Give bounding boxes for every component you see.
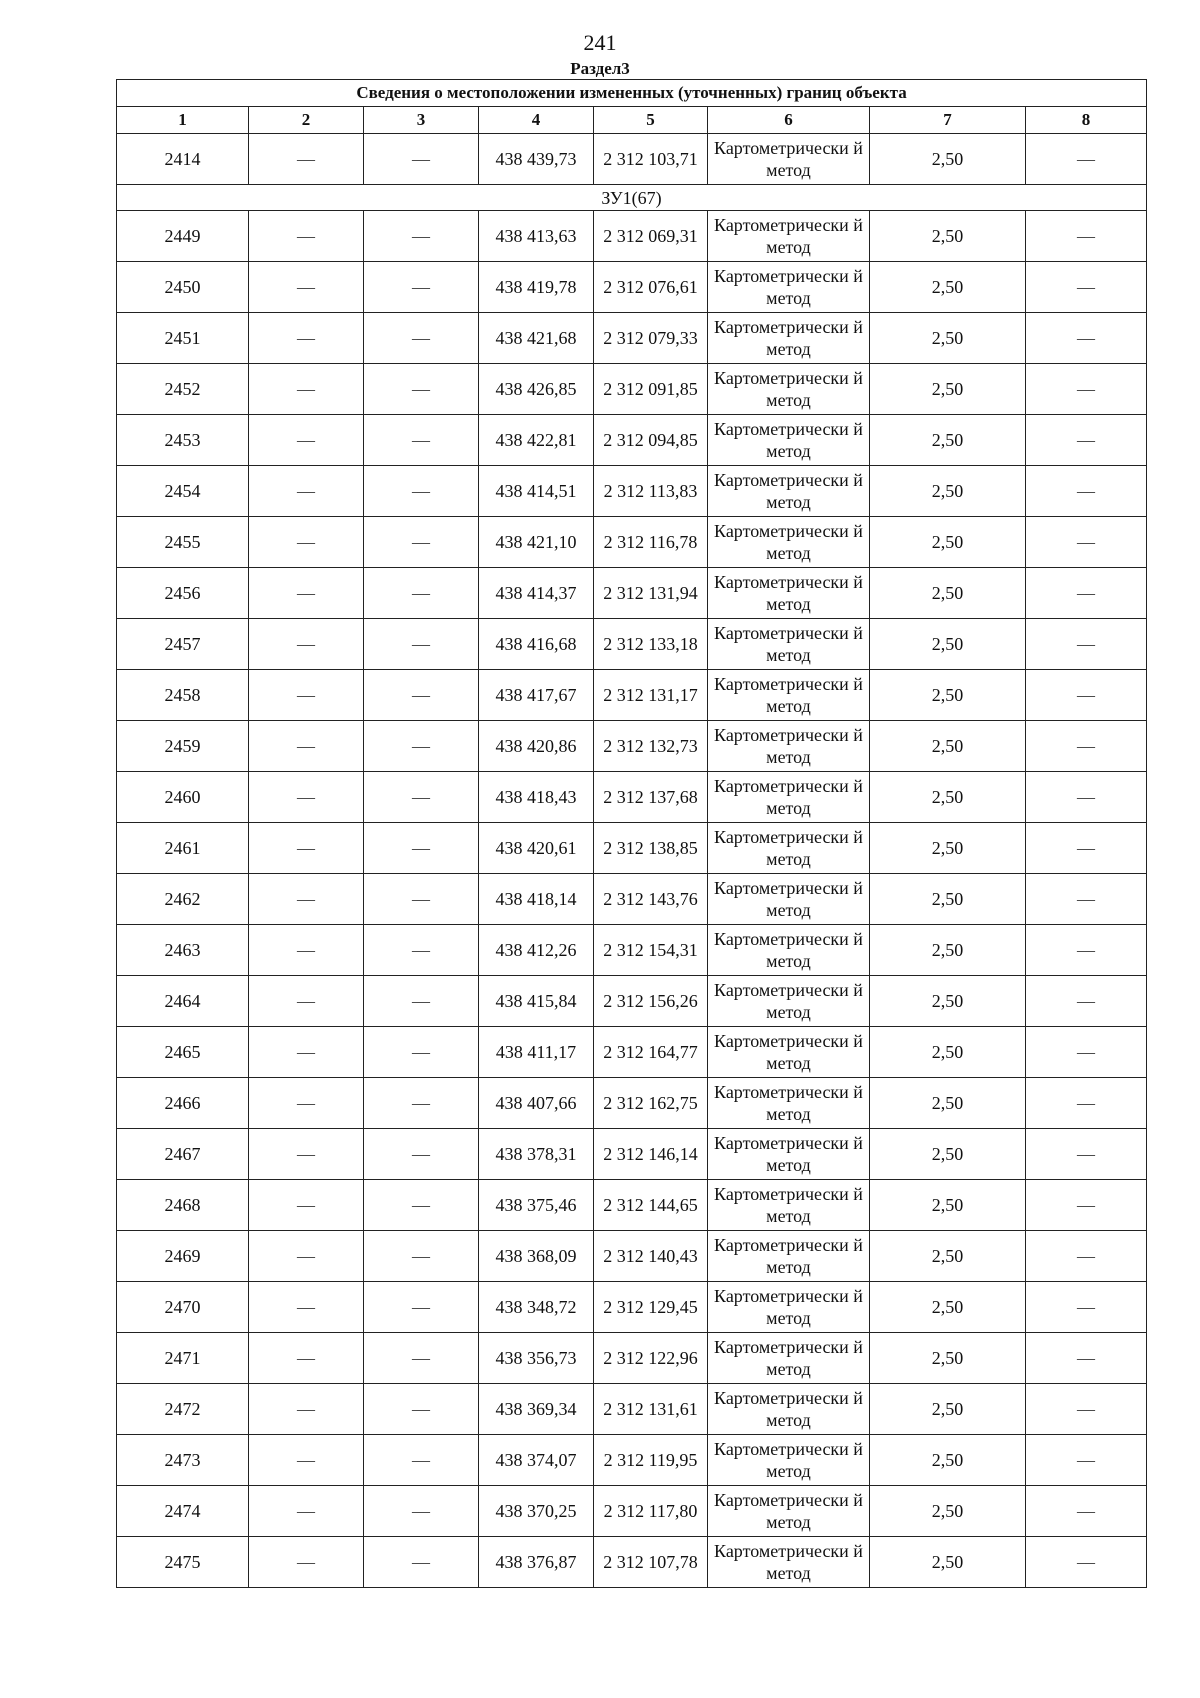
coordinates-table bbox=[116, 79, 1147, 1588]
table-row bbox=[117, 415, 1147, 466]
accuracy-cell: 2,50 bbox=[870, 466, 1026, 517]
column-number: 4 bbox=[479, 107, 594, 134]
method-cell: Картометрически й метод bbox=[708, 364, 870, 415]
method-cell: Картометрически й метод bbox=[708, 1129, 870, 1180]
accuracy-cell: 2,50 bbox=[870, 1537, 1026, 1588]
y-coordinate-cell: 2 312 116,78 bbox=[594, 517, 708, 568]
column-2-cell: — bbox=[249, 211, 364, 262]
x-coordinate-cell: 438 414,51 bbox=[479, 466, 594, 517]
column-8-cell: — bbox=[1026, 1537, 1147, 1588]
column-3-cell: — bbox=[364, 415, 479, 466]
accuracy-cell: 2,50 bbox=[870, 1078, 1026, 1129]
accuracy-cell: 2,50 bbox=[870, 262, 1026, 313]
column-2-cell: — bbox=[249, 1078, 364, 1129]
table-row bbox=[117, 1537, 1147, 1588]
y-coordinate-cell: 2 312 132,73 bbox=[594, 721, 708, 772]
x-coordinate-cell: 438 413,63 bbox=[479, 211, 594, 262]
column-2-cell: — bbox=[249, 1231, 364, 1282]
table-row bbox=[117, 364, 1147, 415]
column-3-cell: — bbox=[364, 619, 479, 670]
table-row bbox=[117, 262, 1147, 313]
column-8-cell: — bbox=[1026, 925, 1147, 976]
column-8-cell: — bbox=[1026, 772, 1147, 823]
x-coordinate-cell: 438 356,73 bbox=[479, 1333, 594, 1384]
column-8-cell: — bbox=[1026, 262, 1147, 313]
accuracy-cell: 2,50 bbox=[870, 313, 1026, 364]
table-row bbox=[117, 1384, 1147, 1435]
point-number-cell: 2455 bbox=[117, 517, 249, 568]
method-cell: Картометрически й метод bbox=[708, 772, 870, 823]
table-caption: Сведения о местоположении измененных (уточненных) границ объекта bbox=[117, 80, 1147, 107]
group-header-row bbox=[117, 185, 1147, 211]
accuracy-cell: 2,50 bbox=[870, 1486, 1026, 1537]
x-coordinate-cell: 438 439,73 bbox=[479, 134, 594, 185]
table-row bbox=[117, 1129, 1147, 1180]
y-coordinate-cell: 2 312 162,75 bbox=[594, 1078, 708, 1129]
y-coordinate-cell: 2 312 079,33 bbox=[594, 313, 708, 364]
column-8-cell: — bbox=[1026, 1333, 1147, 1384]
table-row bbox=[117, 619, 1147, 670]
x-coordinate-cell: 438 376,87 bbox=[479, 1537, 594, 1588]
column-3-cell: — bbox=[364, 1435, 479, 1486]
accuracy-cell: 2,50 bbox=[870, 1231, 1026, 1282]
x-coordinate-cell: 438 414,37 bbox=[479, 568, 594, 619]
method-cell: Картометрически й метод bbox=[708, 568, 870, 619]
y-coordinate-cell: 2 312 140,43 bbox=[594, 1231, 708, 1282]
column-8-cell: — bbox=[1026, 1384, 1147, 1435]
point-number-cell: 2462 bbox=[117, 874, 249, 925]
column-2-cell: — bbox=[249, 1180, 364, 1231]
point-number-cell: 2475 bbox=[117, 1537, 249, 1588]
column-3-cell: — bbox=[364, 1486, 479, 1537]
table-row bbox=[117, 670, 1147, 721]
y-coordinate-cell: 2 312 129,45 bbox=[594, 1282, 708, 1333]
column-2-cell: — bbox=[249, 925, 364, 976]
y-coordinate-cell: 2 312 107,78 bbox=[594, 1537, 708, 1588]
column-3-cell: — bbox=[364, 364, 479, 415]
table-row bbox=[117, 1435, 1147, 1486]
x-coordinate-cell: 438 426,85 bbox=[479, 364, 594, 415]
column-8-cell: — bbox=[1026, 1435, 1147, 1486]
column-8-cell: — bbox=[1026, 364, 1147, 415]
column-3-cell: — bbox=[364, 721, 479, 772]
table-row bbox=[117, 823, 1147, 874]
column-3-cell: — bbox=[364, 1231, 479, 1282]
x-coordinate-cell: 438 375,46 bbox=[479, 1180, 594, 1231]
method-cell: Картометрически й метод bbox=[708, 1333, 870, 1384]
point-number-cell: 2468 bbox=[117, 1180, 249, 1231]
column-8-cell: — bbox=[1026, 211, 1147, 262]
column-3-cell: — bbox=[364, 1129, 479, 1180]
y-coordinate-cell: 2 312 131,17 bbox=[594, 670, 708, 721]
column-3-cell: — bbox=[364, 1078, 479, 1129]
accuracy-cell: 2,50 bbox=[870, 619, 1026, 670]
method-cell: Картометрически й метод bbox=[708, 619, 870, 670]
method-cell: Картометрически й метод bbox=[708, 134, 870, 185]
point-number-cell: 2467 bbox=[117, 1129, 249, 1180]
table-row bbox=[117, 313, 1147, 364]
column-3-cell: — bbox=[364, 262, 479, 313]
method-cell: Картометрически й метод bbox=[708, 415, 870, 466]
column-2-cell: — bbox=[249, 262, 364, 313]
y-coordinate-cell: 2 312 146,14 bbox=[594, 1129, 708, 1180]
column-8-cell: — bbox=[1026, 874, 1147, 925]
column-3-cell: — bbox=[364, 1027, 479, 1078]
table-row bbox=[117, 134, 1147, 185]
column-8-cell: — bbox=[1026, 1027, 1147, 1078]
column-2-cell: — bbox=[249, 1486, 364, 1537]
x-coordinate-cell: 438 418,43 bbox=[479, 772, 594, 823]
y-coordinate-cell: 2 312 122,96 bbox=[594, 1333, 708, 1384]
column-8-cell: — bbox=[1026, 568, 1147, 619]
column-number: 5 bbox=[594, 107, 708, 134]
method-cell: Картометрически й метод bbox=[708, 1486, 870, 1537]
column-3-cell: — bbox=[364, 823, 479, 874]
point-number-cell: 2457 bbox=[117, 619, 249, 670]
x-coordinate-cell: 438 420,86 bbox=[479, 721, 594, 772]
x-coordinate-cell: 438 407,66 bbox=[479, 1078, 594, 1129]
accuracy-cell: 2,50 bbox=[870, 1027, 1026, 1078]
y-coordinate-cell: 2 312 113,83 bbox=[594, 466, 708, 517]
column-2-cell: — bbox=[249, 721, 364, 772]
x-coordinate-cell: 438 418,14 bbox=[479, 874, 594, 925]
column-3-cell: — bbox=[364, 976, 479, 1027]
column-8-cell: — bbox=[1026, 823, 1147, 874]
column-number: 1 bbox=[117, 107, 249, 134]
point-number-cell: 2465 bbox=[117, 1027, 249, 1078]
column-8-cell: — bbox=[1026, 670, 1147, 721]
column-number: 6 bbox=[708, 107, 870, 134]
column-3-cell: — bbox=[364, 670, 479, 721]
accuracy-cell: 2,50 bbox=[870, 976, 1026, 1027]
y-coordinate-cell: 2 312 143,76 bbox=[594, 874, 708, 925]
accuracy-cell: 2,50 bbox=[870, 1435, 1026, 1486]
column-2-cell: — bbox=[249, 670, 364, 721]
y-coordinate-cell: 2 312 069,31 bbox=[594, 211, 708, 262]
column-3-cell: — bbox=[364, 1282, 479, 1333]
column-8-cell: — bbox=[1026, 517, 1147, 568]
point-number-cell: 2474 bbox=[117, 1486, 249, 1537]
column-2-cell: — bbox=[249, 1129, 364, 1180]
y-coordinate-cell: 2 312 076,61 bbox=[594, 262, 708, 313]
x-coordinate-cell: 438 374,07 bbox=[479, 1435, 594, 1486]
page-number: 241 bbox=[583, 30, 617, 55]
table-row bbox=[117, 721, 1147, 772]
column-number-row bbox=[117, 107, 1147, 134]
accuracy-cell: 2,50 bbox=[870, 364, 1026, 415]
y-coordinate-cell: 2 312 164,77 bbox=[594, 1027, 708, 1078]
method-cell: Картометрически й метод bbox=[708, 1078, 870, 1129]
method-cell: Картометрически й метод bbox=[708, 874, 870, 925]
accuracy-cell: 2,50 bbox=[870, 1129, 1026, 1180]
column-8-cell: — bbox=[1026, 1282, 1147, 1333]
point-number-cell: 2459 bbox=[117, 721, 249, 772]
column-8-cell: — bbox=[1026, 619, 1147, 670]
accuracy-cell: 2,50 bbox=[870, 1282, 1026, 1333]
method-cell: Картометрически й метод bbox=[708, 670, 870, 721]
point-number-cell: 2469 bbox=[117, 1231, 249, 1282]
accuracy-cell: 2,50 bbox=[870, 925, 1026, 976]
method-cell: Картометрически й метод bbox=[708, 517, 870, 568]
column-2-cell: — bbox=[249, 1282, 364, 1333]
column-3-cell: — bbox=[364, 1384, 479, 1435]
table-row bbox=[117, 976, 1147, 1027]
method-cell: Картометрически й метод bbox=[708, 925, 870, 976]
method-cell: Картометрически й метод bbox=[708, 721, 870, 772]
table-row bbox=[117, 466, 1147, 517]
column-3-cell: — bbox=[364, 466, 479, 517]
method-cell: Картометрически й метод bbox=[708, 1231, 870, 1282]
column-8-cell: — bbox=[1026, 1486, 1147, 1537]
column-3-cell: — bbox=[364, 925, 479, 976]
method-cell: Картометрически й метод bbox=[708, 1435, 870, 1486]
accuracy-cell: 2,50 bbox=[870, 874, 1026, 925]
y-coordinate-cell: 2 312 154,31 bbox=[594, 925, 708, 976]
y-coordinate-cell: 2 312 103,71 bbox=[594, 134, 708, 185]
method-cell: Картометрически й метод bbox=[708, 1027, 870, 1078]
method-cell: Картометрически й метод bbox=[708, 1282, 870, 1333]
column-2-cell: — bbox=[249, 134, 364, 185]
method-cell: Картометрически й метод bbox=[708, 262, 870, 313]
column-number: 2 bbox=[249, 107, 364, 134]
column-2-cell: — bbox=[249, 364, 364, 415]
table-row bbox=[117, 772, 1147, 823]
accuracy-cell: 2,50 bbox=[870, 772, 1026, 823]
accuracy-cell: 2,50 bbox=[870, 823, 1026, 874]
column-8-cell: — bbox=[1026, 1231, 1147, 1282]
column-3-cell: — bbox=[364, 313, 479, 364]
table-body bbox=[117, 134, 1147, 1588]
x-coordinate-cell: 438 419,78 bbox=[479, 262, 594, 313]
accuracy-cell: 2,50 bbox=[870, 1180, 1026, 1231]
column-2-cell: — bbox=[249, 874, 364, 925]
x-coordinate-cell: 438 369,34 bbox=[479, 1384, 594, 1435]
table-row bbox=[117, 1333, 1147, 1384]
point-number-cell: 2464 bbox=[117, 976, 249, 1027]
x-coordinate-cell: 438 420,61 bbox=[479, 823, 594, 874]
point-number-cell: 2453 bbox=[117, 415, 249, 466]
column-3-cell: — bbox=[364, 1180, 479, 1231]
y-coordinate-cell: 2 312 131,61 bbox=[594, 1384, 708, 1435]
accuracy-cell: 2,50 bbox=[870, 415, 1026, 466]
point-number-cell: 2452 bbox=[117, 364, 249, 415]
table-row bbox=[117, 1180, 1147, 1231]
x-coordinate-cell: 438 416,68 bbox=[479, 619, 594, 670]
column-number: 7 bbox=[870, 107, 1026, 134]
column-2-cell: — bbox=[249, 466, 364, 517]
method-cell: Картометрически й метод bbox=[708, 313, 870, 364]
point-number-cell: 2463 bbox=[117, 925, 249, 976]
column-2-cell: — bbox=[249, 517, 364, 568]
column-2-cell: — bbox=[249, 1435, 364, 1486]
table-row bbox=[117, 568, 1147, 619]
column-8-cell: — bbox=[1026, 721, 1147, 772]
section-title: Раздел3 bbox=[570, 59, 630, 78]
y-coordinate-cell: 2 312 131,94 bbox=[594, 568, 708, 619]
column-3-cell: — bbox=[364, 1537, 479, 1588]
column-2-cell: — bbox=[249, 1537, 364, 1588]
point-number-cell: 2473 bbox=[117, 1435, 249, 1486]
column-2-cell: — bbox=[249, 619, 364, 670]
point-number-cell: 2456 bbox=[117, 568, 249, 619]
column-2-cell: — bbox=[249, 1333, 364, 1384]
table-row bbox=[117, 1486, 1147, 1537]
column-3-cell: — bbox=[364, 874, 479, 925]
point-number-cell: 2454 bbox=[117, 466, 249, 517]
y-coordinate-cell: 2 312 117,80 bbox=[594, 1486, 708, 1537]
column-number: 3 bbox=[364, 107, 479, 134]
point-number-cell: 2460 bbox=[117, 772, 249, 823]
table-row bbox=[117, 1027, 1147, 1078]
column-8-cell: — bbox=[1026, 1078, 1147, 1129]
method-cell: Картометрически й метод bbox=[708, 1537, 870, 1588]
y-coordinate-cell: 2 312 133,18 bbox=[594, 619, 708, 670]
column-2-cell: — bbox=[249, 1384, 364, 1435]
method-cell: Картометрически й метод bbox=[708, 976, 870, 1027]
accuracy-cell: 2,50 bbox=[870, 1333, 1026, 1384]
table-row bbox=[117, 517, 1147, 568]
column-3-cell: — bbox=[364, 517, 479, 568]
column-2-cell: — bbox=[249, 313, 364, 364]
x-coordinate-cell: 438 368,09 bbox=[479, 1231, 594, 1282]
point-number-cell: 2450 bbox=[117, 262, 249, 313]
x-coordinate-cell: 438 421,68 bbox=[479, 313, 594, 364]
x-coordinate-cell: 438 378,31 bbox=[479, 1129, 594, 1180]
x-coordinate-cell: 438 370,25 bbox=[479, 1486, 594, 1537]
table-row bbox=[117, 925, 1147, 976]
accuracy-cell: 2,50 bbox=[870, 1384, 1026, 1435]
method-cell: Картометрически й метод bbox=[708, 823, 870, 874]
accuracy-cell: 2,50 bbox=[870, 517, 1026, 568]
x-coordinate-cell: 438 348,72 bbox=[479, 1282, 594, 1333]
column-2-cell: — bbox=[249, 415, 364, 466]
table-row bbox=[117, 1282, 1147, 1333]
point-number-cell: 2458 bbox=[117, 670, 249, 721]
column-8-cell: — bbox=[1026, 976, 1147, 1027]
y-coordinate-cell: 2 312 138,85 bbox=[594, 823, 708, 874]
table-row bbox=[117, 1231, 1147, 1282]
column-number: 8 bbox=[1026, 107, 1147, 134]
x-coordinate-cell: 438 415,84 bbox=[479, 976, 594, 1027]
y-coordinate-cell: 2 312 144,65 bbox=[594, 1180, 708, 1231]
method-cell: Картометрически й метод bbox=[708, 1384, 870, 1435]
point-number-cell: 2466 bbox=[117, 1078, 249, 1129]
accuracy-cell: 2,50 bbox=[870, 721, 1026, 772]
column-3-cell: — bbox=[364, 134, 479, 185]
x-coordinate-cell: 438 412,26 bbox=[479, 925, 594, 976]
group-label: ЗУ1(67) bbox=[117, 185, 1147, 211]
x-coordinate-cell: 438 421,10 bbox=[479, 517, 594, 568]
column-3-cell: — bbox=[364, 1333, 479, 1384]
x-coordinate-cell: 438 411,17 bbox=[479, 1027, 594, 1078]
method-cell: Картометрически й метод bbox=[708, 466, 870, 517]
column-2-cell: — bbox=[249, 976, 364, 1027]
table-caption-row bbox=[117, 80, 1147, 107]
table-row bbox=[117, 211, 1147, 262]
accuracy-cell: 2,50 bbox=[870, 568, 1026, 619]
x-coordinate-cell: 438 417,67 bbox=[479, 670, 594, 721]
point-number-cell: 2472 bbox=[117, 1384, 249, 1435]
y-coordinate-cell: 2 312 137,68 bbox=[594, 772, 708, 823]
y-coordinate-cell: 2 312 119,95 bbox=[594, 1435, 708, 1486]
point-number-cell: 2470 bbox=[117, 1282, 249, 1333]
y-coordinate-cell: 2 312 091,85 bbox=[594, 364, 708, 415]
y-coordinate-cell: 2 312 094,85 bbox=[594, 415, 708, 466]
point-number-cell: 2461 bbox=[117, 823, 249, 874]
column-2-cell: — bbox=[249, 823, 364, 874]
table-row bbox=[117, 874, 1147, 925]
accuracy-cell: 2,50 bbox=[870, 211, 1026, 262]
x-coordinate-cell: 438 422,81 bbox=[479, 415, 594, 466]
table-row bbox=[117, 1078, 1147, 1129]
point-number-cell: 2414 bbox=[117, 134, 249, 185]
point-number-cell: 2471 bbox=[117, 1333, 249, 1384]
column-3-cell: — bbox=[364, 568, 479, 619]
column-3-cell: — bbox=[364, 772, 479, 823]
point-number-cell: 2449 bbox=[117, 211, 249, 262]
column-2-cell: — bbox=[249, 568, 364, 619]
column-8-cell: — bbox=[1026, 134, 1147, 185]
column-8-cell: — bbox=[1026, 1129, 1147, 1180]
method-cell: Картометрически й метод bbox=[708, 1180, 870, 1231]
accuracy-cell: 2,50 bbox=[870, 134, 1026, 185]
column-2-cell: — bbox=[249, 772, 364, 823]
column-2-cell: — bbox=[249, 1027, 364, 1078]
accuracy-cell: 2,50 bbox=[870, 670, 1026, 721]
column-3-cell: — bbox=[364, 211, 479, 262]
column-8-cell: — bbox=[1026, 466, 1147, 517]
y-coordinate-cell: 2 312 156,26 bbox=[594, 976, 708, 1027]
column-8-cell: — bbox=[1026, 313, 1147, 364]
column-8-cell: — bbox=[1026, 1180, 1147, 1231]
method-cell: Картометрически й метод bbox=[708, 211, 870, 262]
column-8-cell: — bbox=[1026, 415, 1147, 466]
point-number-cell: 2451 bbox=[117, 313, 249, 364]
